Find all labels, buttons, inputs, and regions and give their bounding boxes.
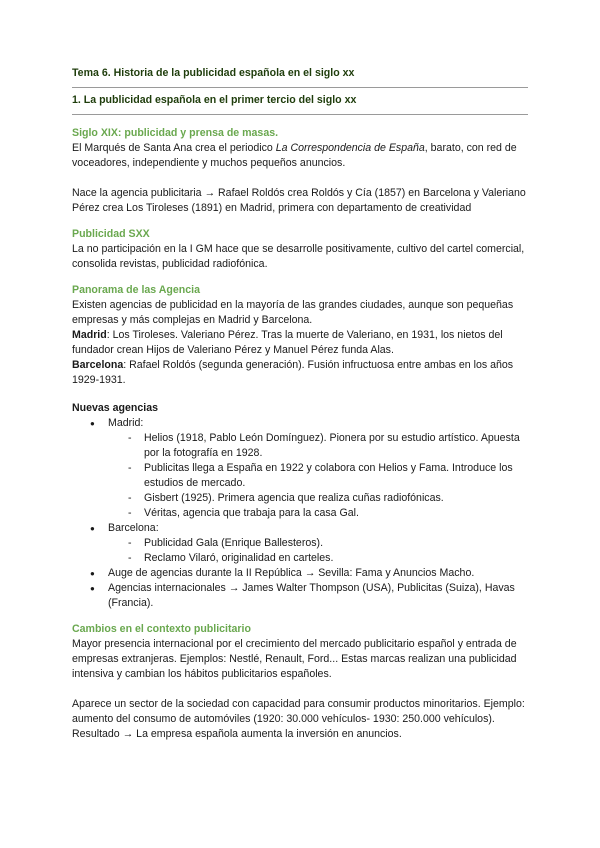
list-item xyxy=(92,521,528,566)
label-barcelona: Barcelona xyxy=(72,359,124,371)
heading-section-1: 1. La publicidad española en el primer tercio del siglo xx xyxy=(72,94,357,106)
divider xyxy=(72,114,528,115)
divider xyxy=(72,87,528,88)
list-item: ● Agencias internacionales → James Walter Thompson (USA), Publicitas (Suiza), Havas (Francia). xyxy=(92,581,528,611)
list-item: - Helios (1918, Pablo León Domínguez). Pionera por su estudio artístico. Apuesta por la fotografía en 1928. xyxy=(128,431,528,461)
document-page xyxy=(72,66,528,742)
paragraph-sector: Aparece un sector de la sociedad con capacidad para consumir productos minoritarios. Ejemplo: aumento del consumo de automóviles (1920: 30.000 vehículos- 1930: 250.000 vehículos). Resultado → La empresa española aumenta la inversión en anuncios. xyxy=(72,698,525,740)
paragraph-madrid xyxy=(72,328,528,358)
text-run: , barato, con red de voceadores, independiente y muchos pequeños anuncios. xyxy=(72,142,517,169)
list-item: - Publicitas llega a España en 1922 y colabora con Helios y Fama. Introduce los estudios de mercado. xyxy=(128,461,528,491)
subheading-publicidad-sxx: Publicidad SXX xyxy=(72,228,150,240)
list-item: - Gisbert (1925). Primera agencia que realiza cuñas radiofónicas. xyxy=(128,491,528,506)
sub-list-barcelona xyxy=(108,536,528,566)
paragraph-presencia: Mayor presencia internacional por el crecimiento del mercado publicitario español y entrada de empresas extranjeras. Ejemplos: Nestlé, Renault, Ford... Estas marcas realizan una publicidad intensiva y cambian los hábitos publicitarios españoles. xyxy=(72,638,517,680)
paragraph-agencia: Nace la agencia publicitaria → Rafael Roldós crea Roldós y Cía (1857) en Barcelona y Valeriano Pérez crea Los Tiroleses (1891) en Madrid, primera con departamento de creatividad xyxy=(72,187,526,214)
paragraph-santa-ana xyxy=(72,141,528,171)
list-item-label: Barcelona: xyxy=(108,522,159,534)
label-madrid: Madrid xyxy=(72,329,107,341)
subheading-siglo-xix: Siglo XIX: publicidad y prensa de masas. xyxy=(72,127,279,139)
text-run: : Los Tiroleses. Valeriano Pérez. Tras la muerte de Valeriano, en 1931, los nietos del fundador crean Hijos de Valeriano Pérez y Manuel Pérez funda Alas. xyxy=(72,329,503,356)
sub-list-madrid xyxy=(108,431,528,521)
subheading-panorama: Panorama de las Agencia xyxy=(72,284,200,296)
paragraph-panorama: Existen agencias de publicidad en la mayoría de las grandes ciudades, aunque son pequeñas empresas y más complejas en Madrid y Barcelona. xyxy=(72,299,514,326)
italic-title: La Correspondencia de España xyxy=(275,142,425,154)
list-item: ● Auge de agencias durante la II República → Sevilla: Fama y Anuncios Macho. xyxy=(92,566,528,581)
paragraph-igm: La no participación en la I GM hace que se desarrolle positivamente, cultivo del cartel comercial, consolida revistas, publicidad radiofónica. xyxy=(72,243,525,270)
list-item: - Reclamo Vilaró, originalidad en carteles. xyxy=(128,551,528,566)
document-title: Tema 6. Historia de la publicidad española en el siglo xx xyxy=(72,67,355,79)
text-run: : Rafael Roldós (segunda generación). Fusión infructuosa entre ambas en los años 1929-1931. xyxy=(72,359,514,386)
bullet-list xyxy=(72,416,528,611)
list-item xyxy=(92,416,528,521)
text-run: El Marqués de Santa Ana crea el periodico xyxy=(72,142,276,154)
subheading-cambios: Cambios en el contexto publicitario xyxy=(72,623,251,635)
paragraph-barcelona xyxy=(72,358,528,388)
list-item: - Publicidad Gala (Enrique Ballesteros). xyxy=(128,536,528,551)
list-item-label: Madrid: xyxy=(108,417,144,429)
subheading-nuevas-agencias: Nuevas agencias xyxy=(72,402,158,414)
list-item: - Véritas, agencia que trabaja para la casa Gal. xyxy=(128,506,528,521)
